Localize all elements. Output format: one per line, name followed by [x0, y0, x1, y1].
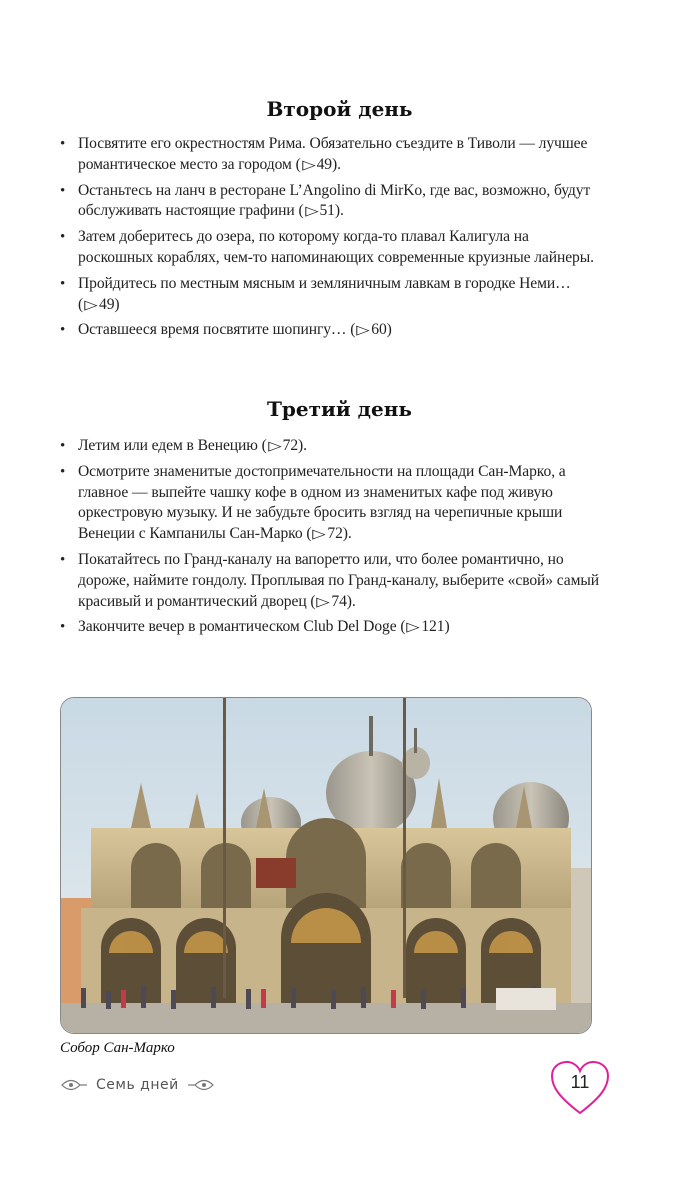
page-pointer-icon: ▷ — [304, 203, 319, 219]
running-footer — [60, 1077, 215, 1093]
page-reference-number: 49 — [99, 295, 115, 313]
list-item — [60, 617, 600, 638]
page-pointer-icon: ▷ — [268, 438, 282, 453]
page-reference: (▷51). — [298, 202, 343, 219]
item-text: Останьтесь на ланч в ресторане L’Angolino di MirKo, где вас, возможно, будут обслуживать настоящие графини — [78, 181, 591, 220]
list-item — [60, 134, 600, 176]
page-reference-number: 72 — [282, 437, 299, 454]
page-pointer-icon: ▷ — [312, 526, 327, 542]
reference-close: ). — [332, 155, 341, 173]
list-item — [60, 320, 600, 341]
page-reference: (▷72). — [306, 525, 351, 542]
item-text: Посвятите его окрестностям Рима. Обязательно съездите в Тиволи — лучшее романтическое место за городом — [78, 135, 588, 173]
page-reference: (▷72). — [262, 437, 307, 454]
item-text: Осмотрите знаменитые достопримечательности на площади Сан-Марко, а главное — выпейте чашку кофе в одном из знаменитых кафе под живую оркестровую музыку. И не забудьте бросить взгляд на черепичные крыши Венеции с Кампанилы Сан-Марко — [78, 462, 566, 543]
page-reference-number: 49 — [316, 155, 333, 173]
page-reference: (▷60) — [350, 321, 392, 338]
page-reference-number: 121 — [421, 618, 445, 636]
page-reference-number: 60 — [371, 321, 387, 339]
day3-list — [60, 436, 600, 643]
item-text: Оставшееся время посвятите шопингу… — [78, 321, 347, 339]
section-title-day2: Второй день — [266, 97, 413, 121]
leaf-ornament-icon — [60, 1077, 88, 1093]
page-reference-number: 74 — [331, 592, 347, 610]
page-reference-number: 51 — [319, 202, 335, 220]
page-pointer-icon: ▷ — [356, 322, 370, 338]
page-reference: (▷121) — [400, 618, 449, 635]
page-pointer-icon: ▷ — [316, 593, 331, 609]
basilica-illustration — [61, 698, 591, 1033]
item-text: Закончите вечер в романтическом Club Del Doge — [78, 618, 397, 636]
day2-list — [60, 134, 600, 346]
page-reference: (▷49) — [78, 296, 120, 313]
list-item — [60, 436, 600, 457]
footer-label: Семь дней — [96, 1077, 179, 1093]
page-number: 11 — [570, 1072, 590, 1092]
reference-close: ) — [114, 295, 120, 313]
reference-close: ) — [386, 321, 392, 339]
item-text: Пройдитесь по местным мясным и земляничным лавкам в городке Неми… — [78, 274, 571, 292]
item-text: Затем доберитесь до озера, по которому когда-то плавал Калигула на роскошных кораблях, чем-то напоминающих современные круизные лайнеры. — [78, 228, 594, 266]
page-reference-number: 72 — [327, 525, 343, 543]
page-pointer-icon: ▷ — [84, 296, 98, 312]
reference-close: ) — [444, 618, 450, 636]
page-pointer-icon: ▷ — [301, 156, 316, 172]
reference-close: ). — [298, 437, 307, 454]
san-marco-photo — [60, 697, 592, 1034]
list-item — [60, 462, 600, 545]
list-item — [60, 181, 600, 223]
item-text: Покатайтесь по Гранд-каналу на вапоретто или, что более романтично, но дороже, наймите гондолу. Проплывая по Гранд-каналу, выберите «свой» самый красивый и романтический дворец — [78, 550, 600, 610]
reference-close: ). — [346, 592, 356, 610]
page-pointer-icon: ▷ — [406, 619, 421, 635]
item-text: Летим или едем в Венецию — [78, 437, 258, 454]
photo-caption: Собор Сан-Марко — [60, 1040, 175, 1056]
section-title-day3: Третий день — [267, 397, 412, 421]
list-item — [60, 227, 600, 269]
reference-close: ). — [342, 525, 352, 543]
page-reference: (▷49). — [296, 156, 341, 173]
page-reference: (▷74). — [310, 593, 355, 610]
reference-close: ). — [334, 202, 344, 220]
list-item — [60, 550, 600, 612]
leaf-ornament-icon — [187, 1077, 215, 1093]
list-item — [60, 274, 600, 316]
